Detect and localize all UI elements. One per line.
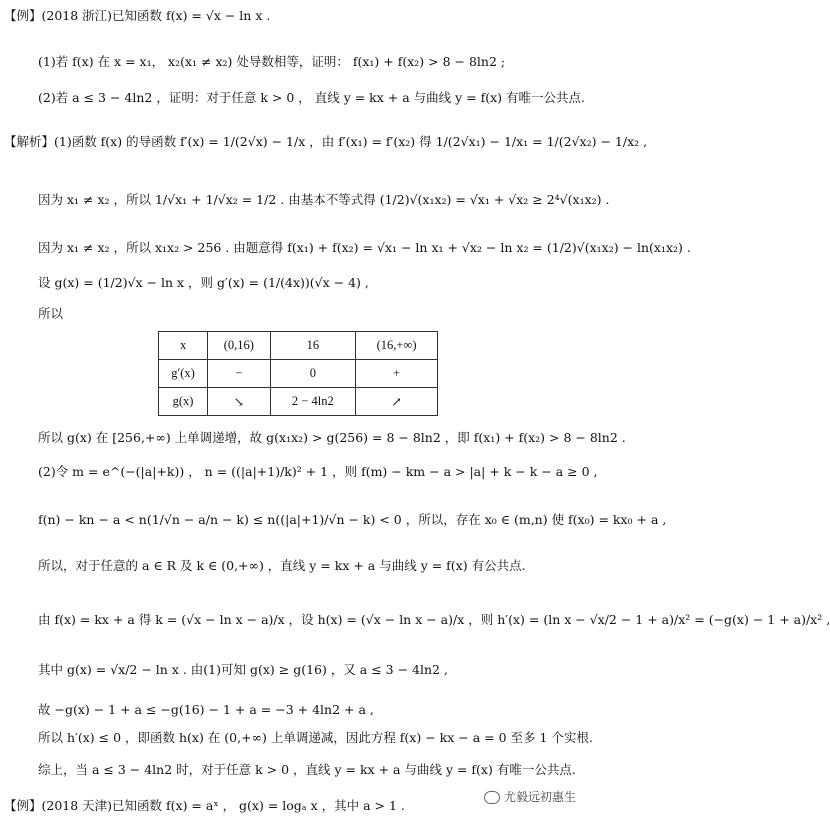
table-cell: ↗: [356, 388, 438, 416]
table-cell: 0: [270, 360, 356, 388]
text-line: (1)若 f(x) 在 x = x₁， x₂(x₁ ≠ x₂) 处导数相等，证明： f(x₁) + f(x₂) > 8 − 8ln2 ;: [38, 54, 506, 69]
text-line: 所以: [38, 306, 64, 321]
table-row: [159, 332, 438, 360]
text-line: (2)若 a ≤ 3 − 4ln2 ，证明：对于任意 k > 0 ， 直线 y = kx + a 与曲线 y = f(x) 有唯一公共点.: [38, 90, 585, 105]
text-line: f(n) − kn − a < n(1/√n − a/n − k) ≤ n((|a|+1)/√n − k) < 0 ，所以，存在 x₀ ∈ (m,n) 使 f(x₀) = kx₀ + a ,: [38, 512, 667, 527]
table-cell: ↘: [208, 388, 270, 416]
text-line: 设 g(x) = (1/2)√x − ln x ，则 g′(x) = (1/(4x))(√x − 4) ,: [38, 275, 369, 290]
text-line: 所以，对于任意的 a ∈ R 及 k ∈ (0,+∞) ，直线 y = kx + a 与曲线 y = f(x) 有公共点.: [38, 558, 526, 573]
text-line: 因为 x₁ ≠ x₂ ，所以 1/√x₁ + 1/√x₂ = 1/2 . 由基本不等式得 (1/2)√(x₁x₂) = √x₁ + √x₂ ≥ 2⁴√(x₁x₂) .: [38, 192, 610, 207]
text-line: 故 −g(x) − 1 + a ≤ −g(16) − 1 + a = −3 + 4ln2 + a ,: [38, 702, 374, 717]
table-cell: g(x): [159, 388, 208, 416]
text-line: 其中 g(x) = √x/2 − ln x . 由(1)可知 g(x) ≥ g(16) ，又 a ≤ 3 − 4ln2 ,: [38, 662, 448, 677]
table-cell: +: [356, 360, 438, 388]
table-row: [159, 388, 438, 416]
text-line: (2)令 m = e^(−(|a|+k)) ， n = ((|a|+1)/k)² + 1 ，则 f(m) − km − a > |a| + k − k − a ≥ 0 ,: [38, 464, 598, 479]
variation-table: [158, 331, 438, 416]
text-line: 所以 g(x) 在 [256,+∞) 上单调递增，故 g(x₁x₂) > g(256) = 8 − 8ln2 ，即 f(x₁) + f(x₂) > 8 − 8ln2 .: [38, 430, 626, 445]
chat-bubble-icon: [484, 791, 500, 804]
table-cell: g′(x): [159, 360, 208, 388]
text-line: 因为 x₁ ≠ x₂ ，所以 x₁x₂ > 256 . 由题意得 f(x₁) + f(x₂) = √x₁ − ln x₁ + √x₂ − ln x₂ = (1/2)√(x₁x₂) − ln(x₁x₂) .: [38, 240, 691, 255]
text-line: 【例】(2018 浙江)已知函数 f(x) = √x − ln x .: [4, 8, 271, 23]
watermark: [484, 788, 576, 805]
table-cell: −: [208, 360, 270, 388]
text-line: 【解析】(1)函数 f(x) 的导函数 f′(x) = 1/(2√x) − 1/x ，由 f′(x₁) = f′(x₂) 得 1/(2√x₁) − 1/x₁ = 1/(2√x₂) − 1/x₂ ,: [4, 134, 648, 149]
text-line: 综上，当 a ≤ 3 − 4ln2 时，对于任意 k > 0 ，直线 y = kx + a 与曲线 y = f(x) 有唯一公共点.: [38, 762, 576, 777]
table-cell: 2 − 4ln2: [270, 388, 356, 416]
watermark-text: 尤毅远初惠生: [503, 790, 576, 804]
table-row: [159, 360, 438, 388]
text-line: 【例】(2018 天津)已知函数 f(x) = aˣ ， g(x) = logₐ x ，其中 a > 1 .: [4, 798, 405, 813]
table-cell: (0,16): [208, 332, 270, 360]
table-cell: 16: [270, 332, 356, 360]
text-line: 由 f(x) = kx + a 得 k = (√x − ln x − a)/x ，设 h(x) = (√x − ln x − a)/x ，则 h′(x) = (ln x − √x/2 − 1 + a)/x² = (−g(x) − 1 + a)/x² ,: [38, 612, 830, 627]
table-cell: x: [159, 332, 208, 360]
table-cell: (16,+∞): [356, 332, 438, 360]
text-line: 所以 h′(x) ≤ 0 ，即函数 h(x) 在 (0,+∞) 上单调递减，因此方程 f(x) − kx − a = 0 至多 1 个实根.: [38, 730, 593, 745]
